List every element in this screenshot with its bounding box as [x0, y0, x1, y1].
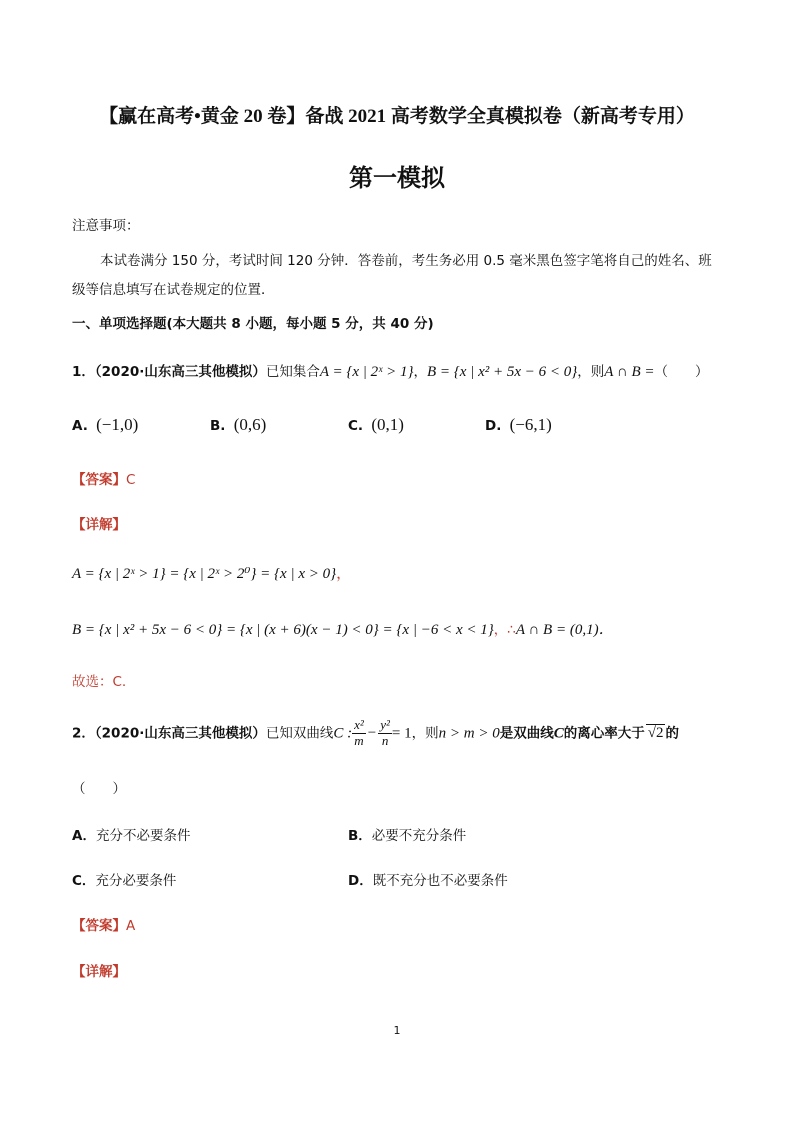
fraction-denominator: m — [354, 732, 364, 748]
question-2-stem — [72, 718, 679, 749]
question-1-stem — [72, 360, 709, 381]
question-number: 1． — [72, 364, 95, 380]
solution-line-2 — [72, 618, 614, 639]
curve-name: C : — [333, 725, 353, 742]
option-label: C． — [72, 873, 96, 889]
eccentricity-end: 的 — [665, 725, 679, 742]
eccentricity-text: 的离心率大于 — [563, 725, 645, 742]
option-label: D． — [348, 873, 373, 889]
intersection-expression: A ∩ B = — [604, 364, 655, 380]
answer-line — [72, 468, 135, 488]
condition-prefix: ，则 — [411, 725, 439, 742]
question-text: 已知双曲线 — [265, 725, 334, 742]
option-value: (0,1) — [371, 415, 404, 434]
solution-punct: ， — [336, 564, 352, 582]
solution-line-1 — [72, 562, 351, 583]
option-label: C. — [348, 418, 364, 434]
fraction-denominator: n — [381, 732, 389, 748]
option-a — [72, 824, 190, 844]
solution-expression: A = {x | 2ˣ > 1} = {x | 2ˣ > 2⁰} = {x | x > 0} — [72, 566, 337, 582]
minus-sign: − — [367, 725, 377, 742]
curve-c: C — [553, 725, 564, 742]
solution-therefore: ，∴ — [493, 622, 516, 638]
condition-expression: n > m > 0 — [438, 725, 500, 742]
notice-line-1: 本试卷满分 150 分，考试时间 120 分钟．答卷前，考生务必用 0.5 毫米黑色签字笔将自己的姓名、班 — [100, 253, 712, 269]
answer-line — [72, 914, 135, 934]
detail-label: 【详解】 — [72, 517, 126, 533]
question-source: （2020·山东高三其他模拟） — [94, 725, 266, 742]
document-title: 【赢在高考•黄金 20 卷】备战 2021 高考数学全真模拟卷（新高考专用） — [99, 106, 695, 127]
option-value: 充分必要条件 — [95, 873, 177, 889]
solution-result: A ∩ B = (0,1)． — [515, 622, 614, 638]
set-b-expression: B = {x | x² + 5x − 6 < 0} — [427, 364, 578, 380]
notice-label: 注意事项： — [72, 218, 140, 234]
option-value: (−6,1) — [509, 415, 552, 434]
option-b — [348, 824, 466, 844]
condition-text: 是双曲线 — [499, 725, 554, 742]
option-a — [72, 415, 138, 435]
fraction-numerator: x² — [354, 717, 364, 732]
option-c — [348, 415, 404, 435]
option-label: A． — [72, 828, 96, 844]
question-ask: ，则 — [577, 364, 605, 380]
option-value: (0,6) — [233, 415, 267, 434]
document-subtitle: 第一模拟 — [349, 164, 445, 192]
option-c — [72, 869, 176, 889]
option-value: 充分不必要条件 — [95, 828, 191, 844]
set-a-expression: A = {x | 2ˣ > 1} — [319, 364, 414, 380]
answer-value: A — [126, 918, 136, 934]
option-label: A. — [72, 418, 88, 434]
question-source: （2020·山东高三其他模拟） — [94, 364, 266, 380]
page-number: 1 — [393, 1024, 401, 1037]
option-value: 既不充分也不必要条件 — [372, 873, 508, 889]
answer-paren: （ ） — [72, 781, 126, 797]
option-d — [348, 869, 508, 889]
notice-line-2: 级等信息填写在试卷规定的位置． — [72, 282, 275, 298]
option-label: B. — [210, 418, 226, 434]
sqrt-value: 2 — [655, 725, 664, 742]
option-d — [485, 415, 552, 435]
option-b — [210, 415, 266, 435]
fraction-y — [378, 718, 392, 749]
question-text: 已知集合 — [265, 364, 320, 380]
answer-label: 【答案】 — [72, 472, 126, 488]
option-value: (−1,0) — [96, 415, 139, 434]
detail-label: 【详解】 — [72, 964, 126, 980]
question-number: 2． — [72, 725, 95, 742]
answer-paren: （ ） — [654, 364, 709, 380]
solution-conclusion: 故选：C. — [72, 674, 127, 690]
fraction-numerator: y² — [380, 717, 390, 732]
section-heading: 一、单项选择题(本大题共 8 小题，每小题 5 分，共 40 分) — [72, 316, 434, 332]
option-value: 必要不充分条件 — [371, 828, 467, 844]
fraction-x — [352, 718, 366, 749]
equals-one: = 1 — [391, 725, 412, 742]
option-label: D. — [485, 418, 502, 434]
answer-label: 【答案】 — [72, 918, 126, 934]
separator: ， — [413, 364, 428, 380]
option-label: B． — [348, 828, 372, 844]
solution-expression: B = {x | x² + 5x − 6 < 0} = {x | (x + 6)(x − 1) < 0} = {x | −6 < x < 1} — [72, 622, 494, 638]
sqrt-expression: √2 — [647, 725, 664, 742]
answer-value: C — [126, 472, 136, 488]
